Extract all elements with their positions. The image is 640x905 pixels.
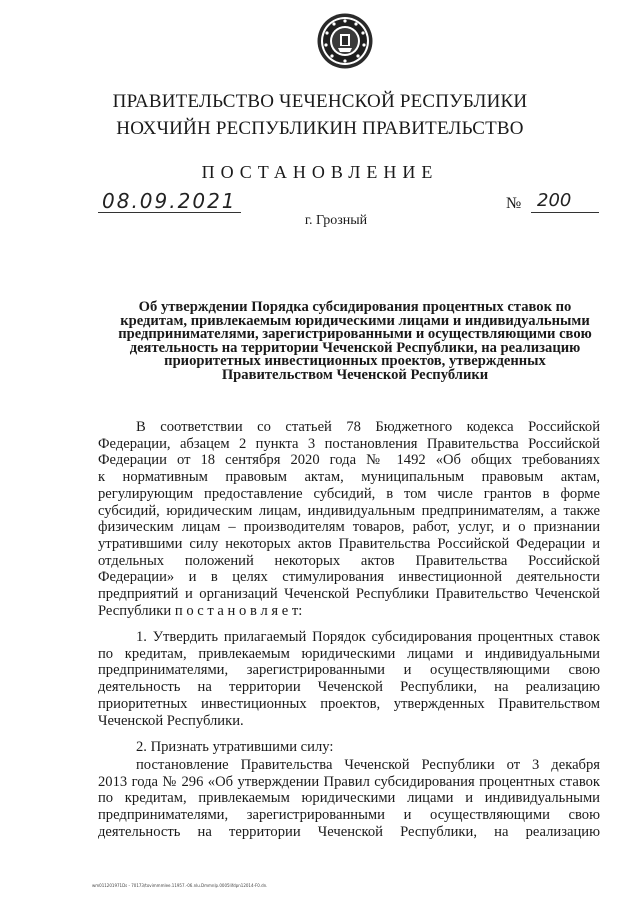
text-line: предприятий и организаций Чеченской Республики Правительство Чеченской — [98, 586, 600, 603]
text-line: предпринимателями, зарегистрированными и осуществляющими свою — [98, 807, 600, 824]
text-line: 2013 года № 296 «Об утверждении Правил субсидирования процентных ставок — [98, 773, 600, 790]
text-line: В соответствии со статьей 78 Бюджетного кодекса Российской — [136, 419, 600, 435]
text-line: предпринимателями, зарегистрированными и осуществляющими свою — [98, 662, 600, 679]
preamble-paragraph — [98, 419, 600, 619]
subject-line: деятельность на территории Чеченской Республики, на реализацию — [129, 339, 581, 356]
text-line: физическим лицам – производителям товаров, работ, услуг, и о признании — [98, 519, 600, 536]
subject-line: приоритетных инвестиционных проектов, утвержденных — [164, 353, 546, 370]
text-line: по кредитам, привлекаемым юридическими лицами и индивидуальными — [98, 645, 600, 662]
clause-2-paragraph — [98, 757, 600, 841]
text-line: утратившими силу некоторых актов Правительства Российской Федерации и — [98, 535, 600, 552]
text-line: 2. Признать утратившими силу: — [136, 739, 334, 755]
text-line: приоритетных инвестиционных проектов, утвержденных Правительством — [98, 695, 600, 712]
government-name-ru: ПРАВИТЕЛЬСТВО ЧЕЧЕНСКОЙ РЕСПУБЛИКИ — [112, 91, 528, 112]
clause-2-heading — [98, 739, 600, 756]
handwritten-date: 08.09.2021 — [98, 190, 241, 213]
text-line: субсидий, юридическим лицам, индивидуальным предпринимателям, а также — [98, 502, 600, 519]
decree-subject — [112, 301, 598, 383]
text-line: регулирующим предоставление субсидий, в том числе грантов в форме — [98, 485, 600, 502]
text-line: Федерации» и в целях стимулирования инвестиционной деятельности — [98, 569, 600, 586]
text-line: 1. Утвердить прилагаемый Порядок субсидирования процентных ставок — [136, 629, 600, 645]
text-line: Федерации от 18 сентября 2020 года № 1492 «Об общих требованиях — [98, 452, 600, 469]
text-line: к нормативным правовым актам, муниципальным правовым актам, — [98, 469, 600, 486]
text-line: деятельность на территории Чеченской Республики, на реализацию — [98, 679, 600, 696]
government-name-ce: НОХЧИЙН РЕСПУБЛИКИН ПРАВИТЕЛЬСТВО — [116, 118, 524, 139]
text-line: постановление Правительства Чеченской Республики от 3 декабря — [136, 757, 600, 773]
city-line: г. Грозный — [304, 213, 368, 228]
chechen-republic-emblem-icon — [316, 12, 374, 70]
footer-code: wm011201971Ds - 70173/tovimmmlee.11957.-06.nlu.Dmmnlp.0005lifdpn12014-F0.dn. — [92, 883, 268, 888]
text-line: Республики п о с т а н о в л я е т: — [98, 602, 303, 619]
text-line: Чеченской Республики. — [98, 712, 244, 729]
subject-line: предпринимателями, зарегистрированными и осуществляющими свою — [118, 326, 592, 343]
text-line: по кредитам, привлекаемым юридическими лицами и индивидуальными — [98, 790, 600, 807]
clause-1-paragraph — [98, 629, 600, 729]
handwritten-number: 200 — [531, 190, 599, 213]
text-line: Федерации, абзацем 2 пункта 3 постановления Правительства Российской — [98, 435, 600, 452]
subject-line: кредитам, привлекаемым юридическими лицами и индивидуальными — [120, 312, 590, 329]
text-line: отдельных положений некоторых актов Правительства Российской — [98, 552, 600, 569]
subject-line: Правительством Чеченской Республики — [221, 366, 489, 383]
document-title: ПОСТАНОВЛЕНИЕ — [201, 162, 439, 182]
text-line: деятельность на территории Чеченской Республики, на реализацию — [98, 823, 600, 840]
subject-line: Об утверждении Порядка субсидирования процентных ставок по — [138, 299, 572, 315]
number-label: № — [506, 195, 522, 212]
